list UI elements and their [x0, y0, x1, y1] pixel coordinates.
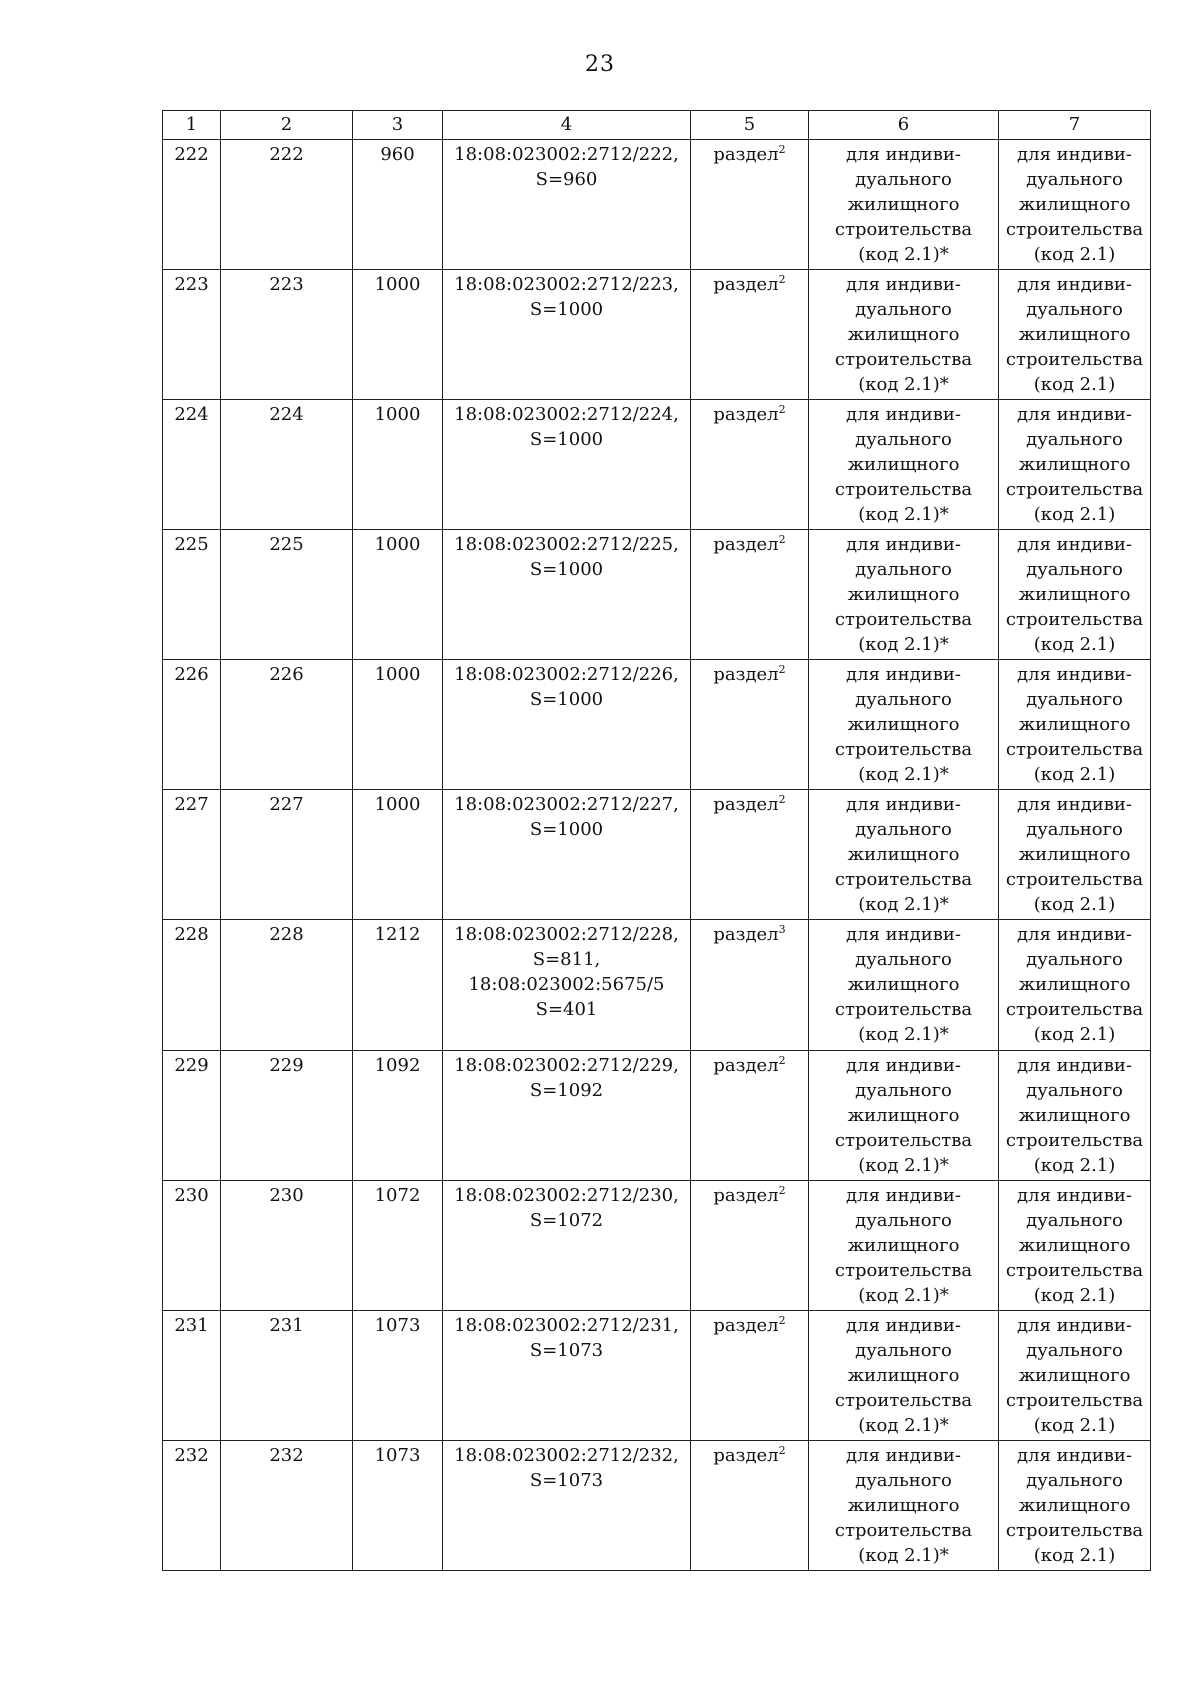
formation-method-text: раздел: [713, 1185, 779, 1206]
cell-line: (код 2.1)*: [858, 1415, 949, 1436]
cell-cadastral-number: [443, 1051, 691, 1181]
cell-line: дуального: [1026, 689, 1123, 710]
cell-line: дуального: [1026, 429, 1123, 450]
cell-col-3: 1000: [353, 790, 443, 920]
cell-line: жилищного: [847, 454, 960, 475]
cell-formation-method: [691, 1441, 809, 1571]
page-number: 23: [585, 52, 615, 77]
cell-line: жилищного: [847, 1495, 960, 1516]
formation-method-text: раздел: [713, 144, 779, 165]
header-row: [163, 111, 1151, 140]
cell-line: строительства: [834, 999, 973, 1020]
cell-line: (код 2.1)*: [858, 894, 949, 915]
cell-line: S=1072: [529, 1210, 604, 1231]
cell-col-2: 228: [221, 920, 353, 1051]
cell-line: (код 2.1)*: [858, 374, 949, 395]
header-col-7: 7: [999, 111, 1151, 140]
cell-cadastral-number: [443, 920, 691, 1051]
cell-permitted-use-classifier: [999, 660, 1151, 790]
table-row: [163, 400, 1151, 530]
cell-line: строительства: [834, 1390, 973, 1411]
footnote-marker: 2: [778, 1444, 786, 1457]
cell-line: жилищного: [1018, 714, 1131, 735]
cell-permitted-use: [809, 270, 999, 400]
cell-line: (код 2.1)*: [858, 1155, 949, 1176]
cell-line: для индиви-: [846, 1055, 961, 1076]
header-col-5: 5: [691, 111, 809, 140]
cell-col-3: 1073: [353, 1311, 443, 1441]
cell-col-1: 224: [163, 400, 221, 530]
cell-line: 18:08:023002:2712/229,: [454, 1055, 679, 1076]
footnote-marker: 2: [778, 1054, 786, 1067]
table-row: [163, 140, 1151, 270]
cell-permitted-use: [809, 400, 999, 530]
cell-line: (код 2.1): [1033, 244, 1116, 265]
cell-line: 18:08:023002:2712/226,: [454, 664, 679, 685]
cell-line: S=1000: [529, 689, 604, 710]
cell-line: (код 2.1): [1033, 1155, 1116, 1176]
table-row: [163, 1051, 1151, 1181]
cell-line: строительства: [1005, 1260, 1144, 1281]
cell-formation-method: [691, 660, 809, 790]
cell-line: жилищного: [1018, 844, 1131, 865]
cell-permitted-use-classifier: [999, 140, 1151, 270]
formation-method-text: раздел: [713, 1315, 779, 1336]
cell-line: дуального: [855, 819, 952, 840]
cell-permitted-use: [809, 920, 999, 1051]
footnote-marker: 2: [778, 663, 786, 676]
cell-col-1: 229: [163, 1051, 221, 1181]
cell-formation-method: [691, 920, 809, 1051]
cell-line: строительства: [1005, 869, 1144, 890]
cell-cadastral-number: [443, 660, 691, 790]
cell-line: (код 2.1)*: [858, 764, 949, 785]
cell-line: дуального: [1026, 1080, 1123, 1101]
cell-line: для индиви-: [1017, 1185, 1132, 1206]
formation-method-text: раздел: [713, 1445, 779, 1466]
cell-line: (код 2.1)*: [858, 634, 949, 655]
cell-col-1: 225: [163, 530, 221, 660]
cell-line: (код 2.1): [1033, 374, 1116, 395]
table-body: [163, 140, 1151, 1571]
cell-line: S=1073: [529, 1340, 604, 1361]
cell-line: жилищного: [1018, 584, 1131, 605]
cell-line: S=1073: [529, 1470, 604, 1491]
cell-line: S=401: [535, 999, 598, 1020]
table-row: [163, 1311, 1151, 1441]
cell-line: для индиви-: [1017, 664, 1132, 685]
footnote-marker: 2: [778, 143, 786, 156]
cell-permitted-use-classifier: [999, 270, 1151, 400]
cell-col-1: 228: [163, 920, 221, 1051]
cell-line: для индиви-: [1017, 404, 1132, 425]
cell-col-3: 1212: [353, 920, 443, 1051]
cell-line: жилищного: [847, 1235, 960, 1256]
cell-formation-method: [691, 1311, 809, 1441]
cell-line: 18:08:023002:2712/224,: [454, 404, 679, 425]
cell-col-2: 227: [221, 790, 353, 920]
table-header: [163, 111, 1151, 140]
cell-line: строительства: [1005, 999, 1144, 1020]
cell-col-1: 227: [163, 790, 221, 920]
cell-line: строительства: [1005, 1390, 1144, 1411]
cell-line: строительства: [1005, 609, 1144, 630]
cell-cadastral-number: [443, 1311, 691, 1441]
cell-line: жилищного: [847, 714, 960, 735]
cell-permitted-use-classifier: [999, 920, 1151, 1051]
cell-line: для индиви-: [846, 1315, 961, 1336]
cell-line: дуального: [1026, 1470, 1123, 1491]
cell-line: 18:08:023002:2712/230,: [454, 1185, 679, 1206]
cell-cadastral-number: [443, 400, 691, 530]
cell-permitted-use: [809, 1311, 999, 1441]
cell-line: для индиви-: [846, 1445, 961, 1466]
cell-col-1: 230: [163, 1181, 221, 1311]
header-col-4: 4: [443, 111, 691, 140]
cell-col-2: 231: [221, 1311, 353, 1441]
footnote-marker: 2: [778, 273, 786, 286]
cell-col-3: 960: [353, 140, 443, 270]
cell-col-2: 223: [221, 270, 353, 400]
header-col-6: 6: [809, 111, 999, 140]
cell-permitted-use-classifier: [999, 1311, 1151, 1441]
cell-formation-method: [691, 1181, 809, 1311]
cell-line: дуального: [1026, 949, 1123, 970]
table-row: [163, 1181, 1151, 1311]
cell-line: жилищного: [1018, 324, 1131, 345]
cell-line: (код 2.1): [1033, 894, 1116, 915]
cell-permitted-use-classifier: [999, 1051, 1151, 1181]
cell-line: для индиви-: [1017, 1445, 1132, 1466]
footnote-marker: 2: [778, 1314, 786, 1327]
cell-line: S=811,: [532, 949, 601, 970]
cell-line: 18:08:023002:5675/5: [468, 974, 665, 995]
formation-method-text: раздел: [713, 924, 779, 945]
cell-line: (код 2.1)*: [858, 504, 949, 525]
cell-line: жилищного: [847, 844, 960, 865]
cell-line: жилищного: [1018, 1495, 1131, 1516]
cell-line: (код 2.1): [1033, 1545, 1116, 1566]
footnote-marker: 2: [778, 793, 786, 806]
cell-col-2: 225: [221, 530, 353, 660]
cell-col-2: 224: [221, 400, 353, 530]
cell-line: строительства: [834, 739, 973, 760]
cell-col-1: 226: [163, 660, 221, 790]
cell-permitted-use: [809, 530, 999, 660]
formation-method-text: раздел: [713, 794, 779, 815]
cell-line: дуального: [1026, 1210, 1123, 1231]
cell-line: строительства: [1005, 1130, 1144, 1151]
cell-line: дуального: [855, 169, 952, 190]
cell-formation-method: [691, 400, 809, 530]
cell-line: жилищного: [1018, 1365, 1131, 1386]
cell-permitted-use: [809, 140, 999, 270]
formation-method-text: раздел: [713, 664, 779, 685]
cell-line: дуального: [1026, 819, 1123, 840]
cell-line: строительства: [834, 1130, 973, 1151]
cell-permitted-use-classifier: [999, 400, 1151, 530]
formation-method-text: раздел: [713, 274, 779, 295]
cell-line: жилищного: [847, 194, 960, 215]
cell-permitted-use: [809, 1441, 999, 1571]
cell-line: (код 2.1)*: [858, 1024, 949, 1045]
cell-line: для индиви-: [1017, 794, 1132, 815]
cell-line: дуального: [855, 559, 952, 580]
cell-line: строительства: [834, 609, 973, 630]
cell-line: дуального: [855, 1470, 952, 1491]
cell-line: для индиви-: [1017, 144, 1132, 165]
cell-line: 18:08:023002:2712/231,: [454, 1315, 679, 1336]
cell-line: для индиви-: [846, 1185, 961, 1206]
cell-col-2: 232: [221, 1441, 353, 1571]
cell-line: для индиви-: [1017, 274, 1132, 295]
header-col-2: 2: [221, 111, 353, 140]
cell-line: (код 2.1): [1033, 504, 1116, 525]
cell-col-2: 222: [221, 140, 353, 270]
cell-line: жилищного: [1018, 454, 1131, 475]
cell-col-3: 1000: [353, 530, 443, 660]
cell-line: строительства: [1005, 349, 1144, 370]
land-plots-table: [162, 110, 1151, 1571]
table-row: [163, 660, 1151, 790]
cell-line: строительства: [834, 1260, 973, 1281]
cell-cadastral-number: [443, 1181, 691, 1311]
cell-line: строительства: [834, 479, 973, 500]
formation-method-text: раздел: [713, 1055, 779, 1076]
table-row: [163, 530, 1151, 660]
footnote-marker: 3: [778, 923, 786, 936]
cell-formation-method: [691, 1051, 809, 1181]
cell-line: для индиви-: [846, 534, 961, 555]
cell-line: жилищного: [1018, 974, 1131, 995]
cell-line: (код 2.1)*: [858, 1545, 949, 1566]
cell-col-2: 226: [221, 660, 353, 790]
cell-col-1: 232: [163, 1441, 221, 1571]
cell-cadastral-number: [443, 270, 691, 400]
cell-line: дуального: [855, 689, 952, 710]
cell-formation-method: [691, 530, 809, 660]
cell-col-3: 1073: [353, 1441, 443, 1571]
cell-line: для индиви-: [846, 404, 961, 425]
cell-line: жилищного: [1018, 1235, 1131, 1256]
cell-line: дуального: [855, 1210, 952, 1231]
cell-line: для индиви-: [1017, 534, 1132, 555]
cell-line: 18:08:023002:2712/222,: [454, 144, 679, 165]
cell-line: для индиви-: [1017, 1315, 1132, 1336]
cell-col-2: 229: [221, 1051, 353, 1181]
cell-line: S=1000: [529, 819, 604, 840]
table-row: [163, 920, 1151, 1051]
cell-permitted-use-classifier: [999, 530, 1151, 660]
cell-permitted-use-classifier: [999, 1441, 1151, 1571]
cell-cadastral-number: [443, 530, 691, 660]
cell-line: жилищного: [847, 1105, 960, 1126]
cell-line: дуального: [1026, 299, 1123, 320]
cell-cadastral-number: [443, 1441, 691, 1571]
cell-formation-method: [691, 270, 809, 400]
cell-col-2: 230: [221, 1181, 353, 1311]
footnote-marker: 2: [778, 1184, 786, 1197]
cell-line: строительства: [1005, 739, 1144, 760]
cell-permitted-use-classifier: [999, 790, 1151, 920]
cell-line: дуального: [1026, 1340, 1123, 1361]
cell-permitted-use: [809, 1051, 999, 1181]
header-col-1: 1: [163, 111, 221, 140]
cell-line: 18:08:023002:2712/223,: [454, 274, 679, 295]
cell-line: 18:08:023002:2712/232,: [454, 1445, 679, 1466]
cell-line: строительства: [1005, 479, 1144, 500]
cell-line: 18:08:023002:2712/225,: [454, 534, 679, 555]
cell-line: для индиви-: [1017, 1055, 1132, 1076]
cell-line: S=1000: [529, 429, 604, 450]
cell-line: S=1092: [529, 1080, 604, 1101]
cell-col-3: 1072: [353, 1181, 443, 1311]
cell-line: дуального: [855, 299, 952, 320]
cell-line: жилищного: [847, 324, 960, 345]
formation-method-text: раздел: [713, 534, 779, 555]
cell-line: строительства: [834, 349, 973, 370]
cell-line: строительства: [834, 219, 973, 240]
cell-line: дуального: [855, 1080, 952, 1101]
cell-line: S=1000: [529, 559, 604, 580]
cell-col-3: 1000: [353, 400, 443, 530]
cell-permitted-use: [809, 790, 999, 920]
footnote-marker: 2: [778, 533, 786, 546]
cell-line: дуального: [1026, 559, 1123, 580]
cell-line: для индиви-: [846, 924, 961, 945]
cell-line: дуального: [855, 1340, 952, 1361]
cell-line: 18:08:023002:2712/227,: [454, 794, 679, 815]
cell-line: строительства: [1005, 219, 1144, 240]
cell-permitted-use: [809, 1181, 999, 1311]
cell-line: дуального: [1026, 169, 1123, 190]
cell-col-1: 222: [163, 140, 221, 270]
cell-permitted-use: [809, 660, 999, 790]
cell-line: жилищного: [847, 1365, 960, 1386]
cell-line: (код 2.1)*: [858, 1285, 949, 1306]
cell-line: дуального: [855, 949, 952, 970]
cell-col-1: 231: [163, 1311, 221, 1441]
cell-formation-method: [691, 140, 809, 270]
table-row: [163, 270, 1151, 400]
cell-line: (код 2.1): [1033, 764, 1116, 785]
cell-cadastral-number: [443, 790, 691, 920]
cell-line: жилищного: [847, 584, 960, 605]
cell-line: строительства: [834, 1520, 973, 1541]
cell-col-3: 1000: [353, 660, 443, 790]
cell-line: строительства: [1005, 1520, 1144, 1541]
cell-col-1: 223: [163, 270, 221, 400]
cell-permitted-use-classifier: [999, 1181, 1151, 1311]
formation-method-text: раздел: [713, 404, 779, 425]
cell-cadastral-number: [443, 140, 691, 270]
cell-line: жилищного: [847, 974, 960, 995]
cell-line: для индиви-: [846, 794, 961, 815]
cell-line: для индиви-: [846, 274, 961, 295]
cell-formation-method: [691, 790, 809, 920]
cell-col-3: 1092: [353, 1051, 443, 1181]
cell-line: (код 2.1)*: [858, 244, 949, 265]
cell-col-3: 1000: [353, 270, 443, 400]
cell-line: жилищного: [1018, 1105, 1131, 1126]
cell-line: (код 2.1): [1033, 1415, 1116, 1436]
cell-line: для индиви-: [1017, 924, 1132, 945]
cell-line: (код 2.1): [1033, 1285, 1116, 1306]
footnote-marker: 2: [778, 403, 786, 416]
cell-line: S=1000: [529, 299, 604, 320]
cell-line: дуального: [855, 429, 952, 450]
cell-line: (код 2.1): [1033, 1024, 1116, 1045]
table-row: [163, 1441, 1151, 1571]
cell-line: строительства: [834, 869, 973, 890]
header-col-3: 3: [353, 111, 443, 140]
table-row: [163, 790, 1151, 920]
cell-line: для индиви-: [846, 664, 961, 685]
cell-line: для индиви-: [846, 144, 961, 165]
cell-line: жилищного: [1018, 194, 1131, 215]
cell-line: 18:08:023002:2712/228,: [454, 924, 679, 945]
cell-line: (код 2.1): [1033, 634, 1116, 655]
cell-line: S=960: [535, 169, 598, 190]
